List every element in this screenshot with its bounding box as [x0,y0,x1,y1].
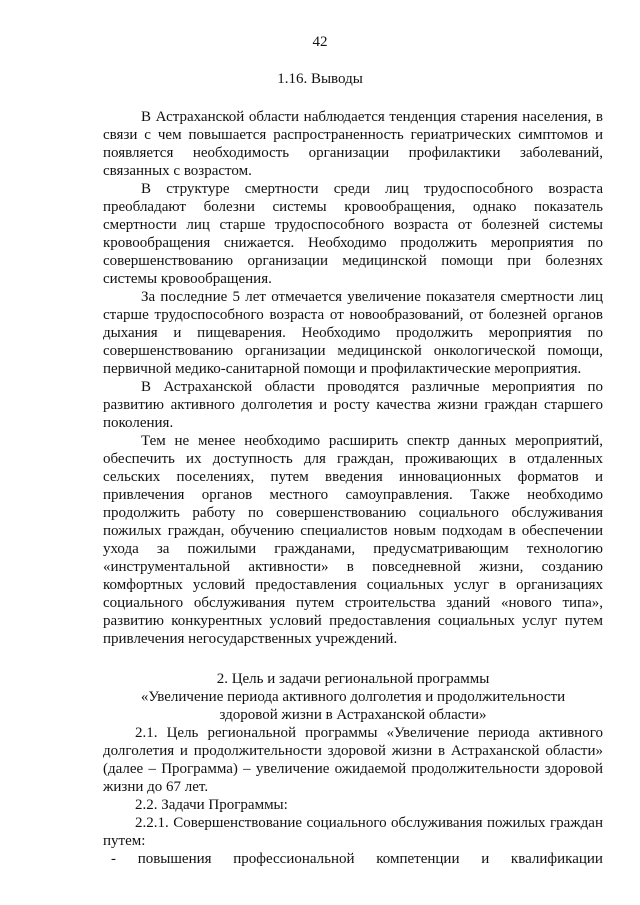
dash-word: - [111,851,116,867]
section2-title-line1: 2. Цель и задачи региональной программы [216,671,490,687]
paragraph-activities: В Астраханской области проводятся различные мероприятия по развитию активного долголетия и росту качества жизни граждан старшего поколения. [103,379,603,431]
section-heading: 1.16. Выводы [277,71,363,87]
paragraph-aging: В Астраханской области наблюдается тенденция старения населения, в связи с чем повышается распространенность гериатрических симптомов и появляется необходимость организации профилактики заболеваний, связанных с возрастом. [103,109,603,179]
paragraph-expand: Тем не менее необходимо расширить спектр данных мероприятий, обеспечить их доступность для граждан, проживающих в отдаленных сельских поселениях, путем введения инновационных форматов и привлечения органов местного самоуправления. Также необходимо продолжить работу по совершенствованию социального обслуживания пожилых граждан, обучению специалистов новым подходам в обеспечении ухода за пожилыми гражданами, предусматривающим технологию «инструментальной активности» в повседневной жизни, созданию комфортных условий предоставления социальных услуг в организациях социального обслуживания путем строительства зданий «нового типа», развитию конкурентных условий предоставления социальных услуг путем привлечения негосударственных учреждений. [103,433,603,647]
item-2-1: 2.1. Цель региональной программы «Увеличение периода активного долголетия и продолжительности здоровой жизни в Астраханской области» (далее – Программа) – увеличение ожидаемой продолжительности здоровой жизни до 67 лет. [103,725,603,795]
dash-word: повышения [137,851,212,867]
paragraph-neoplasms: За последние 5 лет отмечается увеличение показателя смертности лиц старше трудоспособного возраста от новообразований, от болезней органов дыхания и пищеварения. Необходимо продолжить мероприятия по совершенствованию организации медицинской онкологической помощи, первичной медико-санитарной помощи и профилактические мероприятия. [103,289,603,377]
section2-title-line3: здоровой жизни в Астраханской области» [219,707,487,723]
dash-word: компетенции [376,851,460,867]
paragraph-circulatory: В структуре смертности среди лиц трудоспособного возраста преобладают болезни системы кровообращения, однако показатель смертности лиц старше трудоспособного возраста от болезней системы кровообращения снижается. Необходимо продолжить мероприятия по совершенствованию организации медицинской помощи при болезнях системы кровообращения. [103,181,603,287]
item-2-2: 2.2. Задачи Программы: [135,797,288,813]
section2-title-line2: «Увеличение периода активного долголетия и продолжительности [140,689,566,705]
dash-list-item [103,850,603,868]
dash-word: и [481,851,490,867]
document-body [103,108,603,868]
item-2-2-1: 2.2.1. Совершенствование социального обслуживания пожилых граждан путем: [103,815,603,849]
page-number: 42 [312,34,328,50]
dash-word: профессиональной [233,851,355,867]
dash-word: квалификации [510,851,603,867]
